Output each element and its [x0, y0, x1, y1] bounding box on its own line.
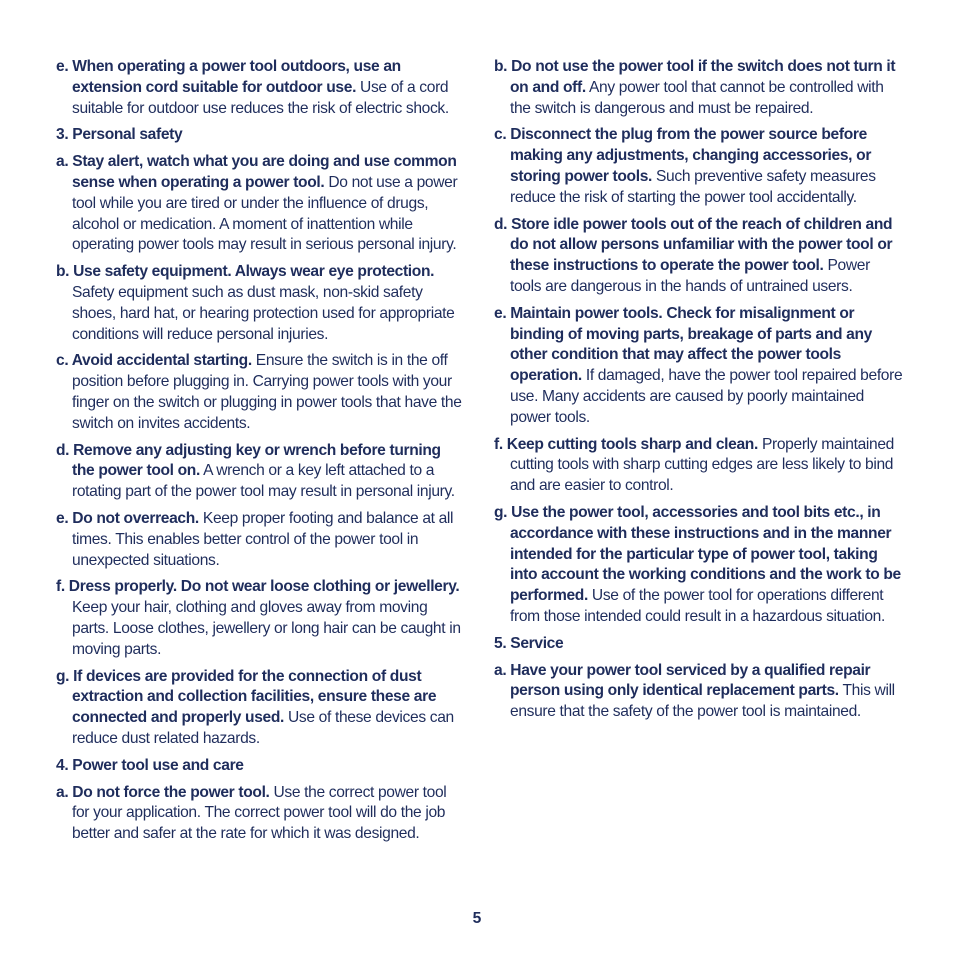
instruction-item	[56, 441, 466, 503]
page-number: 5	[472, 910, 482, 927]
instruction-body: Keep proper footing and balance at all times. This enables better control of the power tool in unexpected situations.	[72, 509, 454, 569]
instruction-body: Such preventive safety measures reduce the risk of starting the power tool accidentally.	[510, 167, 876, 206]
instruction-item	[494, 661, 904, 723]
instruction-body: Use of the power tool for operations different from those intended could result in a hazardous situation.	[510, 587, 885, 625]
instruction-body: If damaged, have the power tool repaired before use. Many accidents are caused by poorly maintained power tools.	[510, 367, 903, 426]
instruction-lead: g. If devices are provided for the connection of dust extraction and collection facilities, ensure these are connected and properly used.	[56, 667, 437, 727]
instruction-body: This will ensure that the safety of the power tool is maintained.	[510, 682, 895, 721]
instruction-item	[494, 57, 904, 119]
instruction-item	[494, 503, 904, 628]
instruction-lead: d. Remove any adjusting key or wrench before turning the power tool on.	[56, 441, 441, 480]
instruction-lead: c. Avoid accidental starting.	[56, 352, 252, 370]
instruction-item	[56, 509, 466, 571]
instruction-lead: b. Do not use the power tool if the switch does not turn it on and off.	[494, 58, 896, 96]
instruction-body: Do not use a power tool while you are tired or under the influence of drugs, alcohol or medication. A moment of inattention while operating power tools may result in serious personal injury.	[72, 173, 458, 254]
instruction-body: Ensure the switch is in the off position before plugging in. Carrying power tools with your finger on the switch or plugging in power tools that have the switch on invites accidents.	[72, 352, 462, 432]
instruction-item	[56, 577, 466, 660]
right-column	[494, 57, 904, 729]
instruction-lead: b. Use safety equipment. Always wear eye protection.	[56, 263, 435, 281]
instruction-lead: a. Do not force the power tool.	[56, 783, 270, 801]
instruction-body: Use of a cord suitable for outdoor use reduces the risk of electric shock.	[72, 78, 449, 117]
section-heading: 3. Personal safety	[56, 126, 183, 144]
instruction-body: A wrench or a key left attached to a rotating part of the power tool may result in personal injury.	[72, 462, 455, 501]
instruction-body: Safety equipment such as dust mask, non-skid safety shoes, hard hat, or hearing protection used for appropriate conditions will reduce personal injuries.	[72, 283, 455, 343]
instruction-lead: e. Maintain power tools. Check for misalignment or binding of moving parts, breakage of parts and any other condition that may affect the power tools operation.	[494, 304, 873, 385]
instruction-lead: e. When operating a power tool outdoors, use an extension cord suitable for outdoor use.	[56, 58, 401, 96]
instruction-body: Any power tool that cannot be controlled with the switch is dangerous and must be repaired.	[510, 78, 884, 117]
left-column	[56, 57, 466, 851]
instruction-body: Use of these devices can reduce dust related hazards.	[72, 709, 454, 747]
instruction-item	[56, 351, 466, 434]
instruction-lead: g. Use the power tool, accessories and tool bits etc., in accordance with these instructions and in the manner intended for the particular type of power tool, taking into account the working conditions and the work to be performed.	[494, 503, 901, 605]
instruction-body: Power tools are dangerous in the hands of untrained users.	[510, 257, 870, 295]
instruction-body: Properly maintained cutting tools with sharp cutting edges are less likely to bind and are easier to control.	[510, 435, 894, 495]
instruction-body: Use the correct power tool for your application. The correct power tool will do the job better and safer at the rate for which it was designed.	[72, 783, 447, 843]
instruction-lead: a. Have your power tool serviced by a qualified repair person using only identical replacement parts.	[494, 661, 871, 700]
instruction-lead: f. Dress properly. Do not wear loose clothing or jewellery.	[56, 578, 460, 596]
instruction-lead: d. Store idle power tools out of the reach of children and do not allow persons unfamiliar with the power tool or these instructions to operate the power tool.	[494, 215, 893, 275]
instruction-item	[494, 435, 904, 497]
instruction-item	[56, 783, 466, 845]
instruction-item	[494, 125, 904, 208]
instruction-item	[494, 304, 904, 429]
instruction-body: Keep your hair, clothing and gloves away from moving parts. Loose clothes, jewellery or long hair can be caught in moving parts.	[72, 599, 461, 658]
instruction-item	[56, 57, 466, 119]
instruction-lead: c. Disconnect the plug from the power source before making any adjustments, changing accessories, or storing power tools.	[494, 126, 872, 185]
section-heading: 5. Service	[494, 634, 564, 652]
instruction-lead: a. Stay alert, watch what you are doing and use common sense when operating a power tool.	[56, 153, 457, 191]
instruction-lead: f. Keep cutting tools sharp and clean.	[494, 435, 758, 453]
instruction-item	[56, 152, 466, 256]
section-heading: 4. Power tool use and care	[56, 756, 244, 774]
instruction-item	[56, 667, 466, 750]
instruction-item	[494, 215, 904, 298]
instruction-item	[56, 262, 466, 345]
instruction-lead: e. Do not overreach.	[56, 509, 199, 527]
